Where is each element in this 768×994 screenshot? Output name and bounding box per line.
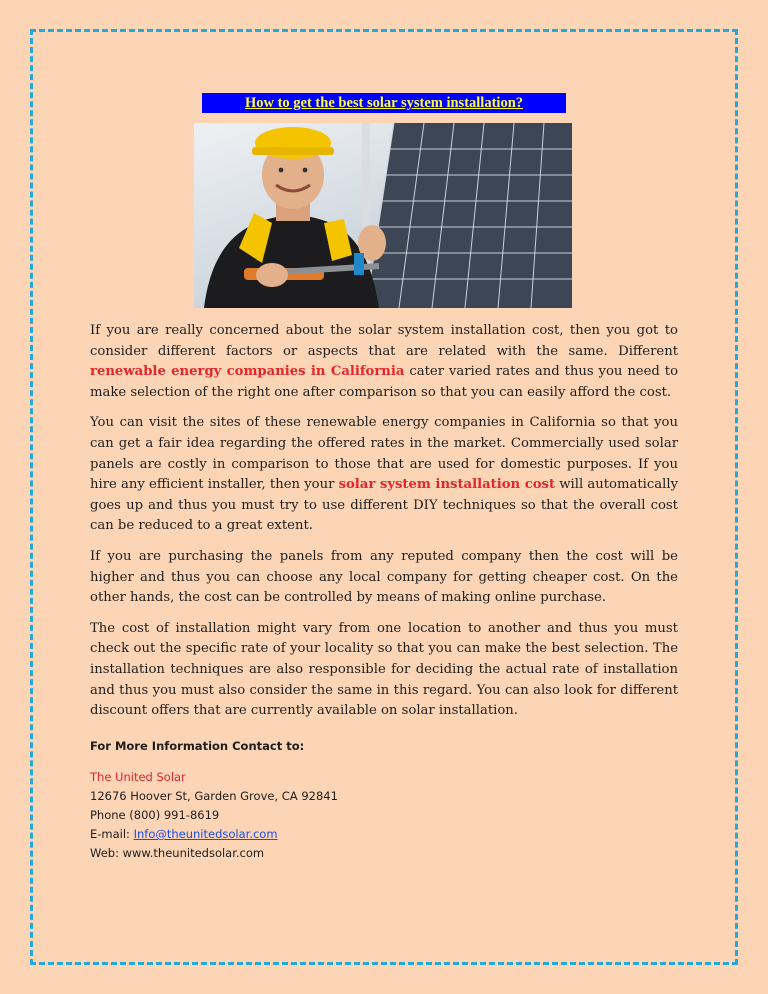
contact-heading: For More Information Contact to: [90,739,305,753]
company-name: The United Solar [90,770,186,784]
installation-cost-link[interactable]: solar system installation cost [338,477,556,493]
solar-installer-illustration [194,123,572,308]
contact-block [90,737,338,863]
paragraph-3: If you are purchasing the panels from any reputed company then the cost will be higher and thus you can choose any local company for getting cheaper cost. On the other hands, the cost can be controlled by means of making online purchase. [90,548,678,606]
renewable-energy-link[interactable]: renewable energy companies in California [90,364,405,380]
email-link[interactable]: Info@theunitedsolar.com [133,827,278,841]
paragraph-2: You can visit the sites of these renewable energy companies in California so that you can get a fair idea regarding the offered rates in the market. Commercially used solar panels are costly in comparison to those that are used for domestic purposes. If you hire any efficient installer, then your solar system installation cost will automatically goes up and thus you must try to use different DIY techniques so that the overall cost can be reduced to a great extent. [90,415,679,534]
solar-installer-photo [194,123,572,308]
company-phone: Phone (800) 991-8619 [90,808,220,822]
company-web: Web: www.theunitedsolar.com [90,846,265,860]
worker-graphic [204,127,386,308]
page-title: How to get the best solar system installation? [202,93,566,113]
paragraph-1: If you are really concerned about the solar system installation cost, then you got to consider different factors or aspects that are related with the same. Different renewable energy companies in California cater varied rates and thus you need to make selection of the right one after comparison so that you can easily afford the cost. [90,323,679,400]
company-address: 12676 Hoover St, Garden Grove, CA 92841 [90,789,338,803]
company-email-line: E-mail: Info@theunitedsolar.com [90,827,278,841]
solar-panel-graphic [344,123,572,308]
article-body [90,321,678,732]
paragraph-4: The cost of installation might vary from one location to another and thus you must check out the specific rate of your locality so that you can make the best selection. The installation techniques are also responsible for deciding the actual rate of installation and thus you must also consider the same in this regard. You can also look for different discount offers that are currently available on solar installation. [90,620,678,719]
